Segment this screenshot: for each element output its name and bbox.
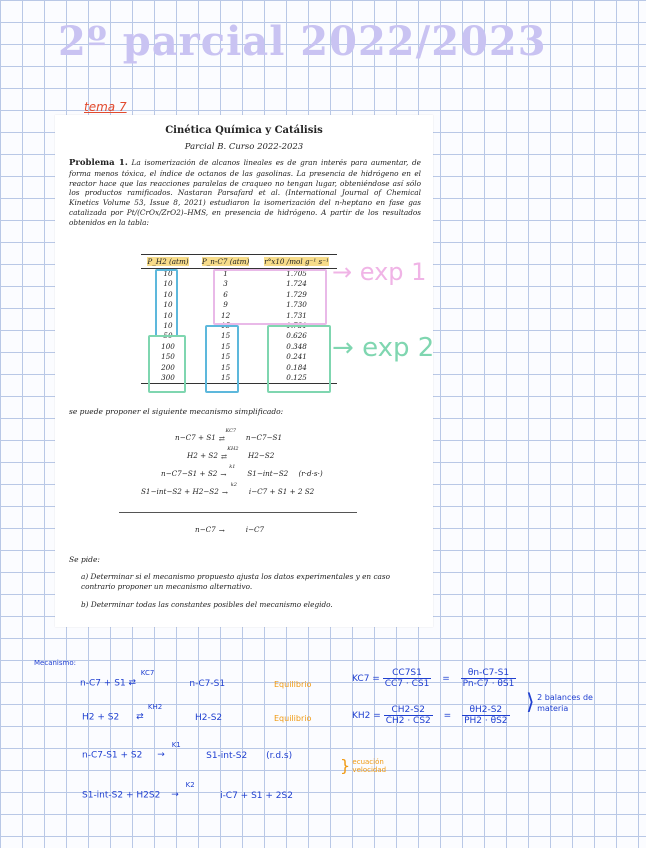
- box-exp1-values: [213, 269, 327, 325]
- note-kh2: KH2 = $\frac{CH2-S2}{CH2 \cdot CS2}$ = $\frac{\theta H2-S2}{PH2 \cdot \theta S2}$: [352, 705, 508, 726]
- note-eq1: n-C7 + S1 ⇄ KC7 n-C7-S1: [80, 669, 226, 689]
- table-cell: 0.626: [286, 331, 307, 341]
- table-cell: 0.184: [286, 362, 307, 372]
- mech-step-1: n−C7 + S1 ⇄ KC7 n−C7−S1: [175, 428, 283, 443]
- table-cell: 12: [221, 310, 231, 320]
- col-rate: r°x10 /mol g⁻¹ s⁻¹: [256, 255, 337, 269]
- table-cell: 1.730: [286, 300, 307, 310]
- table-cell: 1.705: [286, 269, 307, 278]
- table-cell: 10: [163, 310, 173, 320]
- document-title: Cinética Química y Catálisis: [165, 125, 323, 136]
- box-exp1-ph2: [155, 269, 178, 337]
- table-cell: 50: [163, 331, 173, 341]
- table-cell: 100: [161, 341, 175, 351]
- table-cell: 10: [163, 269, 173, 278]
- table-cell: 0.125: [256, 373, 337, 384]
- problem-text: La isomerización de alcanos lineales es de gran interés para aumentar, de forma menos tóxica, el índice de octanos de las gasolinas. La presencia de hidrógeno en el reactor hace que las reacciones paralelas de craqueo no tengan lugar, obteniéndose así sólo los productos ramificados. Nastaran Parsafard et al. (International Journal of Chemical Kinetics Volume 53, Issue 8, 2021) estudiaron la isomerización del n-heptano en fase gas catalizada por Pt/(CrOx/ZrO2)–HMS, en presencia de hidrógeno. A partir de los resultados obtenidos en la tabla:: [69, 158, 421, 227]
- table-cell: 10: [163, 321, 173, 331]
- note-eq2: H2 + S2 ⇄ KH2 H2-S2: [82, 703, 223, 723]
- note-kc7: KC7 = $\frac{CC7S1}{CC7 \cdot CS1}$ = $\frac{\theta n-C7-S1}{Pn-C7 \cdot \theta S1}$: [352, 668, 515, 689]
- table-cell: 1.724: [286, 279, 307, 289]
- forward-arrow-icon: → k2: [221, 482, 237, 497]
- table-cell: 6: [223, 289, 228, 299]
- equilibrium-arrow-icon: ⇄ KH2: [136, 703, 163, 722]
- note-eq1-tag: Equilibrio: [274, 680, 312, 689]
- forward-arrow-icon: → K1: [157, 741, 181, 760]
- question-b: b) Determinar todas las constantes posibles del mecanismo elegido.: [81, 600, 333, 609]
- table-cell: 10: [163, 279, 173, 289]
- table-cell: 15: [221, 352, 231, 362]
- table-cell: 200: [161, 362, 175, 372]
- table-cell: 15: [221, 321, 231, 331]
- table-cell: 15: [221, 362, 231, 372]
- equilibrium-arrow-icon: ⇄ KH2: [220, 446, 239, 461]
- brace-icon: }: [340, 756, 351, 775]
- equilibrium-arrow-icon: ⇄ KC7: [128, 669, 155, 688]
- table-cell: 10: [163, 300, 173, 310]
- table-cell: 15: [221, 341, 231, 351]
- table-cell: 150: [161, 352, 175, 362]
- exam-sheet: [55, 115, 433, 627]
- mech-step-3: n−C7−S1 + S2 → k1 S1−int−S2 (r·d·s·): [161, 464, 323, 479]
- box-exp2-ph2: [148, 335, 186, 393]
- forward-arrow-icon: → k1: [220, 464, 236, 479]
- mech-step-4: S1−int−S2 + H2−S2 → k2 i−C7 + S1 + 2 S2: [141, 482, 315, 497]
- brace-icon: ⟩: [526, 690, 535, 715]
- arrow-icon: →: [332, 258, 353, 286]
- problem-label: Problema 1.: [69, 158, 128, 168]
- box-exp2-pc7: [205, 325, 239, 393]
- forward-arrow-icon: → K2: [171, 781, 195, 800]
- problem-statement: [69, 158, 421, 228]
- note-eq2-tag: Equilibrio: [274, 714, 312, 723]
- notes-label: Mecanismo:: [34, 659, 76, 667]
- topic-tag: tema 7: [84, 100, 127, 114]
- divider: [119, 512, 357, 513]
- box-exp2-values: [267, 325, 331, 393]
- table-cell: 1.731: [286, 321, 307, 331]
- equilibrium-arrow-icon: ⇄ KC7: [218, 428, 237, 443]
- mech-step-2: H2 + S2 ⇄ KH2 H2−S2: [187, 446, 275, 461]
- exp1-annotation: → exp 1: [332, 258, 427, 286]
- table-cell: 3: [223, 279, 228, 289]
- table-cell: 15: [221, 331, 231, 341]
- forward-arrow-icon: →: [218, 526, 225, 535]
- table-cell: 10: [163, 289, 173, 299]
- table-cell: 0.241: [286, 352, 307, 362]
- exp2-annotation: → exp 2: [332, 333, 435, 363]
- note-eq3: n-C7-S1 + S2 → K1 S1-int-S2 (r.d.s): [82, 741, 293, 761]
- note-velocidad: } ecuación velocidad: [340, 756, 387, 775]
- question-a: a) Determinar si el mecanismo propuesto ajusta los datos experimentales y en caso contrario proponer un mecanismo alternativo.: [81, 572, 391, 591]
- col-ph2: P_H2 (atm): [141, 255, 195, 269]
- document-subtitle: Parcial B. Curso 2022-2023: [184, 142, 304, 152]
- question-header: Se pide:: [69, 555, 100, 564]
- note-balance: ⟩ 2 balances de materia: [526, 690, 593, 715]
- table-cell: 0.348: [286, 341, 307, 351]
- table-cell: 15: [195, 373, 256, 384]
- note-eq4: S1-int-S2 + H2S2 → K2 i-C7 + S1 + 2S2: [82, 781, 293, 801]
- arrow-icon: →: [332, 333, 354, 363]
- col-pc7: P_n-C7 (atm): [195, 255, 256, 269]
- handwritten-title: 2º parcial 2022/2023: [58, 18, 547, 65]
- table-cell: 1.729: [286, 289, 307, 299]
- mechanism-intro: se puede proponer el siguiente mecanismo simplificado:: [69, 407, 284, 416]
- table-cell: 9: [223, 300, 228, 310]
- table-cell: 1: [223, 269, 228, 278]
- table-cell: 300: [141, 373, 195, 384]
- overall-reaction: n−C7 → i−C7: [195, 525, 265, 535]
- table-cell: 1.731: [286, 310, 307, 320]
